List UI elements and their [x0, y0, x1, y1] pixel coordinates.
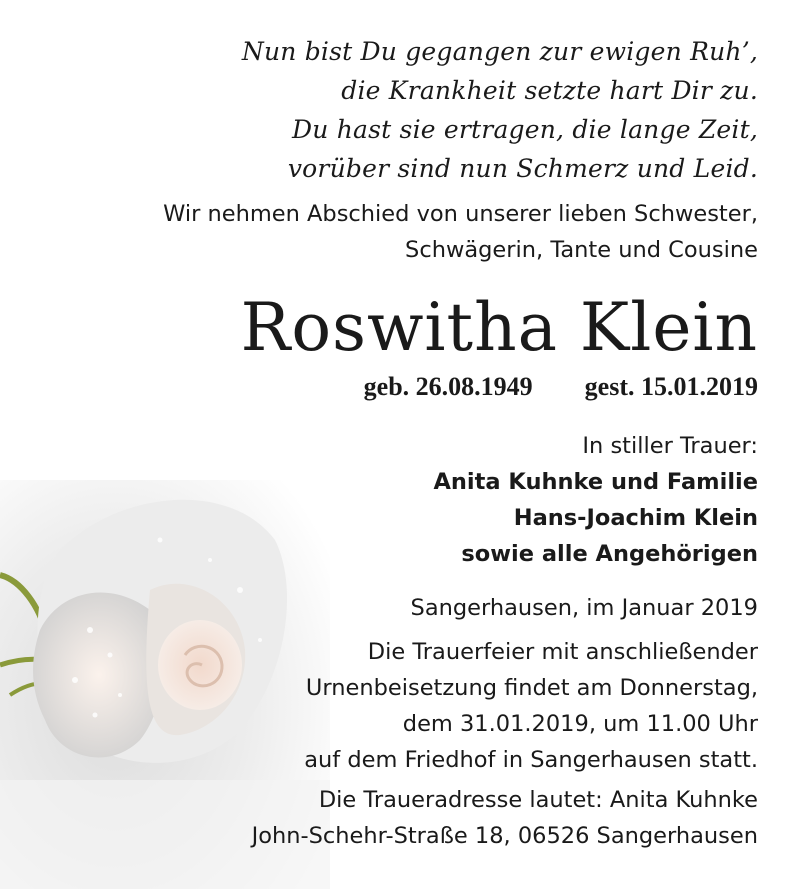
ceremony-line: dem 31.01.2019, um 11.00 Uhr	[402, 711, 758, 737]
poem-line: Nun bist Du gegangen zur ewigen Ruh’,	[241, 37, 758, 66]
poem	[242, 32, 758, 188]
poem-line: Du hast sie ertragen, die lange Zeit,	[292, 115, 758, 144]
mourner: sowie alle Angehörigen	[461, 541, 758, 567]
address-line: John-Schehr-Straße 18, 06526 Sangerhausen	[251, 823, 758, 849]
address-text	[252, 782, 758, 854]
birth-date: geb. 26.08.1949	[363, 372, 533, 401]
life-dates	[364, 370, 758, 404]
farewell-text	[163, 196, 758, 268]
death-date: gest. 15.01.2019	[584, 372, 758, 401]
mourner: Hans-Joachim Klein	[513, 505, 758, 531]
mourners-block	[433, 428, 758, 572]
address-line: Die Traueradresse lautet: Anita Kuhnke	[318, 787, 758, 813]
farewell-line: Schwägerin, Tante und Cousine	[405, 237, 758, 263]
ceremony-text	[304, 634, 758, 778]
mourners-intro: In stiller Trauer:	[582, 433, 758, 459]
ceremony-line: auf dem Friedhof in Sangerhausen statt.	[304, 747, 758, 773]
deceased-name: Roswitha Klein	[240, 289, 758, 366]
farewell-line: Wir nehmen Abschied von unserer lieben Schwester,	[163, 201, 758, 227]
poem-line: vorüber sind nun Schmerz und Leid.	[287, 154, 758, 183]
mourner: Anita Kuhnke und Familie	[433, 469, 758, 495]
ceremony-line: Urnenbeisetzung findet am Donnerstag,	[305, 675, 758, 701]
poem-line: die Krankheit setzte hart Dir zu.	[341, 76, 758, 105]
place-date: Sangerhausen, im Januar 2019	[410, 595, 758, 621]
ceremony-line: Die Trauerfeier mit anschließender	[367, 639, 758, 665]
